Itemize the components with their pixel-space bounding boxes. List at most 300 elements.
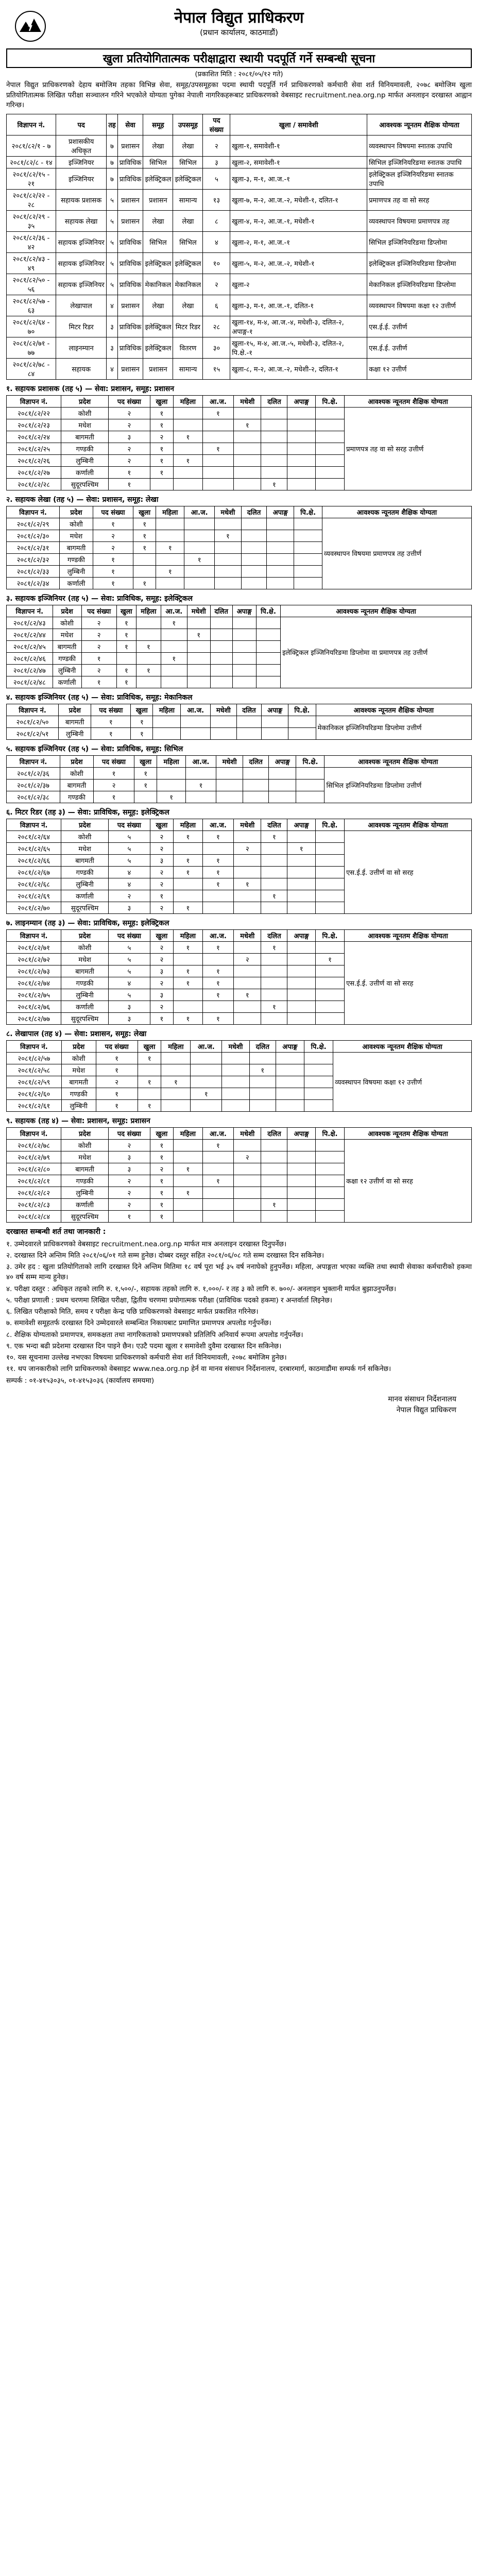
table-cell: १ (136, 664, 161, 676)
table-cell: १ (287, 842, 316, 854)
table-cell: लेखा (143, 210, 173, 231)
table-cell: १ (202, 1012, 234, 1024)
table-cell (269, 779, 296, 791)
table-cell: ७ (107, 168, 117, 189)
table-cell: सुदूरपश्चिम (61, 1210, 109, 1222)
section-title: १. सहायक प्रशासक (तह ५) — सेवा: प्रशासन, समूह: प्रशासन (6, 384, 175, 393)
table-cell (161, 640, 187, 652)
table-cell: ६ (203, 295, 230, 316)
table-row (7, 358, 472, 379)
table-cell (241, 530, 266, 541)
province-table (6, 1040, 472, 1112)
table-cell: प्रशासन (117, 189, 143, 210)
table-row (7, 518, 472, 530)
table-cell: ३ (150, 989, 173, 1001)
column-header: दलित (261, 1127, 287, 1139)
table-cell: १ (202, 965, 234, 977)
column-header: मधेशी (234, 395, 261, 407)
table-cell: १ (174, 1187, 203, 1198)
table-cell (215, 565, 242, 577)
table-cell (287, 890, 316, 902)
table-cell: बागमती (53, 640, 81, 652)
table-cell (136, 629, 161, 640)
table-cell: लुम्बिनी (61, 1099, 96, 1111)
table-cell: २०८१/८२/७९ (7, 1151, 61, 1163)
table-row (7, 168, 472, 189)
table-cell: २ (108, 1187, 150, 1198)
table-cell: २ (150, 941, 173, 953)
nea-logo-icon (14, 10, 46, 42)
table-cell: १ (202, 407, 234, 419)
table-cell: १ (174, 977, 203, 989)
table-header-row (7, 114, 472, 135)
table-cell: १ (174, 1012, 203, 1024)
table-cell (287, 989, 316, 1001)
table-cell (191, 1099, 222, 1111)
column-header: महिला (157, 755, 185, 767)
table-row (7, 274, 472, 295)
table-cell: सुदूरपश्चिम (61, 902, 109, 913)
note-item: १०. यस सूचनामा उल्लेख नभएका विषयमा प्राधिकरणको कर्मचारी सेवा शर्त विनियमावली, २०७८ बमोजिम हुनेछ। (6, 1353, 287, 1362)
table-cell: कोशी (61, 941, 109, 953)
table-cell: २०८१/८२/८० (7, 1163, 61, 1175)
table-cell: १ (261, 478, 287, 490)
column-header: दलित (261, 395, 287, 407)
table-cell (210, 640, 232, 652)
table-cell: ४ (203, 231, 230, 252)
table-cell: १ (202, 977, 234, 989)
table-cell: १ (187, 629, 210, 640)
table-cell: व्यवस्थापन विषयमा प्रमाणपत्र तह (367, 210, 472, 231)
table-cell (287, 1175, 316, 1187)
table-cell (184, 541, 215, 553)
table-cell (249, 1052, 276, 1064)
table-cell: इलेक्ट्रिकल (143, 252, 173, 274)
table-cell (287, 941, 316, 953)
column-header: प्रदेश (61, 395, 109, 407)
table-cell (315, 1187, 344, 1198)
table-cell (202, 431, 234, 443)
table-cell: कर्णाली (61, 890, 109, 902)
table-cell (216, 791, 243, 803)
table-cell: २ (93, 541, 133, 553)
table-cell (276, 1064, 304, 1076)
table-cell (202, 1163, 234, 1175)
province-table (6, 704, 472, 740)
column-header: महिला (136, 605, 161, 617)
table-cell (267, 518, 294, 530)
table-cell (181, 727, 211, 739)
table-cell: कर्णाली (53, 676, 81, 688)
table-cell (267, 530, 294, 541)
table-cell (261, 878, 287, 890)
table-cell: सहायक इञ्जिनियर (56, 231, 106, 252)
table-cell: २०८१/८२/७० (7, 902, 61, 913)
table-cell: मधेश (61, 419, 109, 431)
table-cell: २०८१/८२/२६ (7, 454, 61, 466)
table-cell: १ (131, 716, 153, 727)
table-cell (261, 953, 287, 965)
table-cell (276, 1052, 304, 1064)
table-cell (294, 518, 322, 530)
column-header: आ.ज. (185, 755, 216, 767)
table-cell: खुला-३, म-१, आ.ज.-१, दलित-१ (230, 295, 367, 316)
column-header: विज्ञापन नं. (7, 395, 61, 407)
table-cell (234, 407, 261, 419)
table-cell: १ (93, 577, 133, 589)
table-cell (191, 1052, 222, 1064)
column-header: आवश्यक न्यूनतम शैक्षिक योग्यता (367, 114, 472, 135)
table-row (7, 316, 472, 337)
table-cell: मधेश (61, 1064, 96, 1076)
table-cell (256, 676, 280, 688)
table-cell: ३ (108, 1012, 150, 1024)
table-cell (287, 1187, 316, 1198)
table-cell (261, 1187, 287, 1198)
table-cell (269, 791, 296, 803)
column-header: पि.क्षे. (315, 929, 344, 941)
table-cell: २०८१/८२/८४ (7, 1210, 61, 1222)
table-cell (249, 1088, 276, 1099)
table-cell: ३ (108, 1163, 150, 1175)
table-cell (202, 466, 234, 478)
column-header: खुला (134, 755, 157, 767)
table-cell: १ (234, 419, 261, 431)
table-cell: ८ (203, 210, 230, 231)
table-cell (210, 617, 232, 629)
table-cell: १५ (203, 358, 230, 379)
table-cell: ५ (107, 252, 117, 274)
table-cell: १३ (203, 189, 230, 210)
table-cell: १ (133, 530, 156, 541)
table-cell: २०८१/८२/६८ (7, 878, 61, 890)
table-cell: बागमती (61, 1163, 109, 1175)
table-cell (153, 716, 181, 727)
table-cell (315, 1012, 344, 1024)
table-cell: २ (108, 1198, 150, 1210)
column-header: पद संख्या (91, 704, 131, 716)
column-header: दलित (261, 929, 287, 941)
table-cell (174, 419, 203, 431)
table-cell (157, 779, 185, 791)
table-cell: १ (131, 727, 153, 739)
table-cell (202, 1210, 234, 1222)
table-cell: सिभिल इञ्जिनियरिङमा डिप्लोमा (367, 231, 472, 252)
column-header: पि.क्षे. (294, 506, 322, 518)
table-cell: प्राविधिक (117, 231, 143, 252)
table-cell: सहायक इञ्जिनियर (56, 252, 106, 274)
table-cell: २०८१/८२/२३ (7, 419, 61, 431)
column-header: विज्ञापन नं. (7, 605, 53, 617)
table-cell (202, 890, 234, 902)
table-cell: गण्डकी (61, 443, 109, 454)
table-cell (187, 652, 210, 664)
table-cell: २०८१/८२/५० (7, 716, 59, 727)
column-header: पद संख्या (93, 755, 134, 767)
column-header: महिला (153, 704, 181, 716)
table-cell: १ (249, 1064, 276, 1076)
table-cell: १ (96, 1052, 138, 1064)
note-item: ४. परीक्षा दस्तुर : अधिकृत तहको लागि रु. १,५००/-, सहायक तहको लागि रु. १,०००/- र तह ३ को लागि रु. ७००/- अनलाइन भुक्तानी मार्फत बुझाउनुपर्नेछ। (6, 1284, 397, 1293)
table-cell: २ (150, 977, 173, 989)
table-cell (174, 1210, 203, 1222)
table-cell: २ (150, 866, 173, 878)
column-header: महिला (174, 929, 203, 941)
table-cell (222, 1064, 249, 1076)
table-cell (202, 1187, 234, 1198)
column-header: पद संख्या (93, 506, 133, 518)
column-header: पद संख्या (108, 1127, 150, 1139)
table-cell (287, 466, 316, 478)
table-cell (287, 1210, 316, 1222)
table-cell (184, 518, 215, 530)
table-cell: ५ (108, 842, 150, 854)
section-title: ३. सहायक इञ्जिनियर (तह ५) — सेवा: प्राविधिक, समूह: इलेक्ट्रिकल (6, 594, 193, 603)
table-cell (296, 767, 325, 779)
table-cell (174, 1175, 203, 1187)
table-cell (267, 541, 294, 553)
table-cell: लुम्बिनी (61, 454, 109, 466)
table-cell (234, 831, 261, 842)
table-cell (234, 890, 261, 902)
table-cell (234, 1198, 261, 1210)
table-cell (187, 640, 210, 652)
table-cell: १ (96, 1088, 138, 1099)
table-cell: १ (261, 941, 287, 953)
table-cell: १ (174, 1163, 203, 1175)
table-cell (161, 1088, 191, 1099)
column-header: प्रदेश (60, 755, 93, 767)
table-cell (210, 676, 232, 688)
table-header-row (7, 605, 472, 617)
column-header: अपाङ्ग (287, 395, 316, 407)
table-cell: प्रशासन (143, 189, 173, 210)
column-header: अपाङ्ग (262, 704, 288, 716)
column-header: खुला (133, 506, 156, 518)
signature-line-1: मानव संसाधन निर्देशनालय (388, 1395, 456, 1403)
table-cell (261, 1175, 287, 1187)
column-header: अपाङ्ग (269, 755, 296, 767)
table-cell (276, 1076, 304, 1088)
table-cell: इलेक्ट्रिकल इञ्जिनियरिङमा डिप्लोमा (367, 252, 472, 274)
table-cell (202, 419, 234, 431)
table-cell (234, 1139, 261, 1151)
table-cell: खुला-२, समावेशी-१ (230, 156, 367, 168)
table-header-row (7, 506, 472, 518)
table-cell (241, 577, 266, 589)
column-header: खुला (150, 819, 173, 831)
table-cell (315, 1139, 344, 1151)
table-cell (234, 466, 261, 478)
table-cell: २ (93, 779, 134, 791)
table-cell: लेखा (143, 295, 173, 316)
table-cell: लुम्बिनी (60, 565, 93, 577)
table-cell (243, 779, 269, 791)
table-cell (161, 629, 187, 640)
table-cell: मेकानिकल (173, 274, 203, 295)
table-cell: १ (93, 565, 133, 577)
table-cell (202, 1151, 234, 1163)
signature-block (6, 1394, 472, 1416)
column-header: प्रदेश (59, 704, 91, 716)
table-cell (315, 854, 344, 866)
column-header: आ.ज. (161, 605, 187, 617)
table-cell: १ (150, 419, 173, 431)
table-cell: २०८१/८२/२८ (7, 478, 61, 490)
table-cell: ४ (108, 866, 150, 878)
column-header: आ.ज. (202, 1127, 234, 1139)
table-cell: कोशी (60, 767, 93, 779)
table-cell (287, 1163, 316, 1175)
table-cell: १ (150, 1012, 173, 1024)
signature-line-2: नेपाल विद्युत प्राधिकरण (396, 1405, 456, 1414)
table-cell (234, 902, 261, 913)
table-cell (187, 676, 210, 688)
column-header: विज्ञापन नं. (7, 755, 60, 767)
table-cell (174, 989, 203, 1001)
table-cell: ५ (108, 989, 150, 1001)
table-cell (174, 890, 203, 902)
table-cell: १ (150, 1187, 173, 1198)
table-cell: १ (133, 577, 156, 589)
table-cell: १ (150, 407, 173, 419)
column-header: खुला (150, 929, 173, 941)
table-cell: १ (234, 878, 261, 890)
table-cell: ५ (108, 941, 150, 953)
table-cell: सुदूरपश्चिम (61, 1012, 109, 1024)
table-cell: लेखा (143, 135, 173, 156)
table-cell: इलेक्ट्रिकल (143, 168, 173, 189)
table-cell: ४ (107, 295, 117, 316)
table-cell (296, 779, 325, 791)
column-header: आ.ज. (202, 395, 234, 407)
column-header: खुला / समावेशी (230, 114, 367, 135)
table-cell (287, 965, 316, 977)
column-header: खुला (131, 704, 153, 716)
table-cell: ३ (108, 902, 150, 913)
table-cell (261, 1139, 287, 1151)
column-header: प्रदेश (61, 929, 109, 941)
table-cell: प्रशासन (117, 358, 143, 379)
table-cell (287, 431, 316, 443)
table-cell (287, 854, 316, 866)
table-cell: १ (156, 541, 184, 553)
table-cell: प्रशासन (117, 210, 143, 231)
table-cell: कर्णाली (61, 1001, 109, 1012)
table-cell: २०८१/८२/३४ (7, 577, 60, 589)
column-header: आवश्यक न्यूनतम शैक्षिक योग्यता (316, 704, 471, 716)
table-cell: ७ (107, 156, 117, 168)
table-cell: ५ (107, 210, 117, 231)
table-cell: गण्डकी (60, 553, 93, 565)
publish-date: (प्रकाशित मिति : २०८१/०५/१२ गते) (195, 71, 283, 78)
table-cell (287, 1012, 316, 1024)
table-cell: ५ (107, 231, 117, 252)
table-row (7, 617, 472, 629)
table-cell: व्यवस्थापन विषयमा स्नातक उपाधि (367, 135, 472, 156)
table-cell: १ (174, 831, 203, 842)
table-cell (241, 565, 266, 577)
notice-header (6, 6, 472, 46)
table-cell (315, 431, 344, 443)
table-header-row (7, 704, 472, 716)
table-cell: सहायक (56, 358, 106, 379)
table-cell: ५ (108, 953, 150, 965)
table-cell: २०८१/८२/७१ - ७७ (7, 337, 56, 358)
table-cell: मेकानिकल (143, 274, 173, 295)
section-title: २. सहायक लेखा (तह ५) — सेवा: प्रशासन, समूह: लेखा (6, 495, 159, 504)
notes-block (6, 1227, 472, 1386)
column-header: अपाङ्ग (287, 819, 316, 831)
table-cell (232, 640, 256, 652)
column-header: सेवा (117, 114, 143, 135)
table-cell (184, 577, 215, 589)
table-cell (294, 530, 322, 541)
table-cell: २ (96, 1076, 138, 1088)
table-cell (287, 478, 316, 490)
table-cell: लुम्बिनी (59, 727, 91, 739)
column-header: दलित (210, 605, 232, 617)
column-header: पि.क्षे. (315, 395, 344, 407)
table-cell: २०८१/८२/६९ (7, 890, 61, 902)
table-cell (216, 779, 243, 791)
table-row (7, 831, 472, 842)
table-cell (234, 443, 261, 454)
table-cell (261, 419, 287, 431)
table-cell: ३० (203, 337, 230, 358)
table-cell: खुला-३, म-१, आ.ज.-१ (230, 168, 367, 189)
table-cell: मधेश (61, 1151, 109, 1163)
table-cell: २०८१/८२/७५ (7, 989, 61, 1001)
table-cell: गण्डकी (60, 791, 93, 803)
table-cell (184, 565, 215, 577)
table-cell: २०८१/८२/२५ (7, 443, 61, 454)
table-cell (215, 541, 242, 553)
table-cell: २ (81, 629, 116, 640)
table-cell: कर्णाली (60, 577, 93, 589)
table-cell (287, 1001, 316, 1012)
table-cell: सिभिल (143, 231, 173, 252)
column-header: पि.क्षे. (296, 755, 325, 767)
table-cell: १ (156, 565, 184, 577)
table-cell (304, 1099, 333, 1111)
table-cell: ३ (150, 965, 173, 977)
table-cell (136, 676, 161, 688)
table-cell: मधेश (53, 629, 81, 640)
table-cell: सिभिल इञ्जिनियरिङमा डिप्लोमा उत्तीर्ण (325, 767, 472, 803)
table-cell: लेखा (173, 210, 203, 231)
table-cell (161, 676, 187, 688)
table-cell: २०८१/८२/३६ - ४२ (7, 231, 56, 252)
table-cell: १ (93, 553, 133, 565)
table-cell: १ (174, 965, 203, 977)
table-cell: १ (134, 767, 157, 779)
column-header: दलित (241, 506, 266, 518)
column-header: महिला (174, 1127, 203, 1139)
table-cell (191, 1076, 222, 1088)
table-cell (261, 902, 287, 913)
table-cell: खुला-४, म-२, आ.ज.-१, मधेशी-१ (230, 210, 367, 231)
table-cell: इलेक्ट्रिकल इञ्जिनियरिङमा स्नातक उपाधि (367, 168, 472, 189)
province-sections (6, 384, 472, 1223)
column-header: पद संख्या (108, 819, 150, 831)
table-cell (232, 676, 256, 688)
table-cell (287, 866, 316, 878)
table-cell: १ (261, 831, 287, 842)
table-cell: कर्णाली (61, 1198, 109, 1210)
table-cell: ३ (108, 1001, 150, 1012)
table-cell: १ (174, 866, 203, 878)
